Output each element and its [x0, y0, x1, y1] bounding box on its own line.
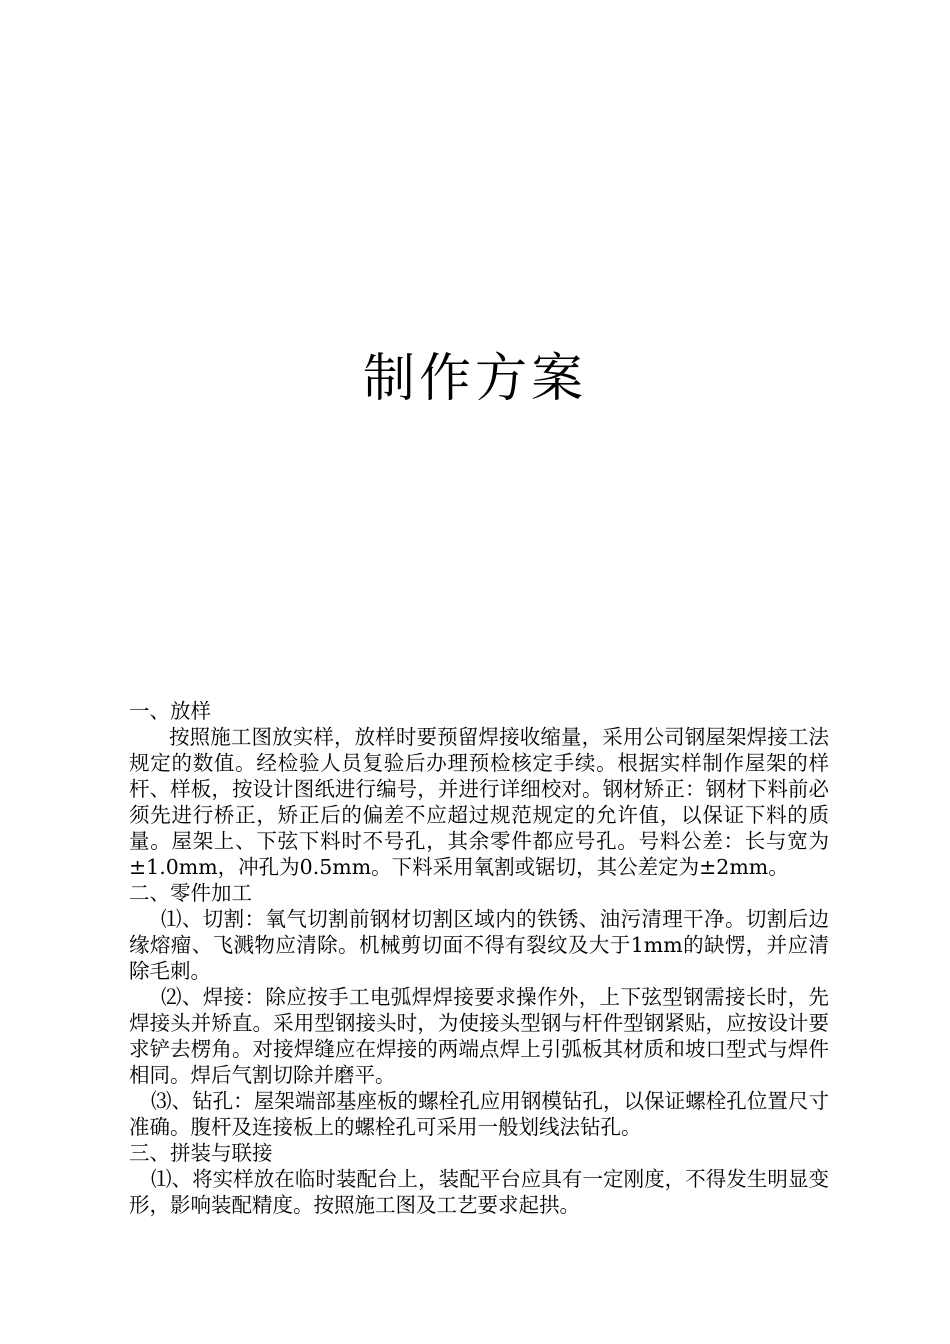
section-heading-assembly: 三、拼装与联接 — [129, 1141, 273, 1165]
section-heading-parts-processing: 二、零件加工 — [129, 881, 252, 905]
section-paragraph: ⑵、焊接：除应按手工电弧焊焊接要求操作外，上下弦型钢需接长时，先焊接头并矫直。采用型钢接头时，为使接头型钢与杆件型钢紧贴，应按设计要求铲去楞角。对接焊缝应在焊接的两端点焊上引弧板其材质和坡口型式与焊件相同。焊后气割切除并磨平。 — [129, 985, 829, 1087]
document-body — [129, 698, 829, 1218]
section-paragraph: ⑴、将实样放在临时装配台上，装配平台应具有一定刚度，不得发生明显变形，影响装配精度。按照施工图及工艺要求起拱。 — [129, 1167, 829, 1217]
section-heading-layout: 一、放样 — [129, 699, 211, 723]
document-title: 制作方案 — [362, 348, 587, 409]
section-paragraph: ⑴、切割：氧气切割前钢材切割区域内的铁锈、油污清理干净。切割后边缘熔瘤、飞溅物应清除。机械剪切面不得有裂纹及大于1mm的缺愣，并应清除毛刺。 — [129, 907, 829, 983]
section-paragraph: ⑶、钻孔：屋架端部基座板的螺栓孔应用钢模钻孔，以保证螺栓孔位置尺寸准确。腹杆及连接板上的螺栓孔可采用一般划线法钻孔。 — [129, 1089, 829, 1139]
section-paragraph: 按照施工图放实样，放样时要预留焊接收缩量，采用公司钢屋架焊接工法规定的数值。经检验人员复验后办理预检核定手续。根据实样制作屋架的样杆、样板，按设计图纸进行编号，并进行详细校对。钢材矫正：钢材下料前必须先进行桥正，矫正后的偏差不应超过规范规定的允许值，以保证下料的质量。屋架上、下弦下料时不号孔，其余零件都应号孔。号料公差：长与宽为±1.0mm，冲孔为0.5mm。下料采用氧割或锯切，其公差定为±2mm。 — [129, 725, 829, 879]
